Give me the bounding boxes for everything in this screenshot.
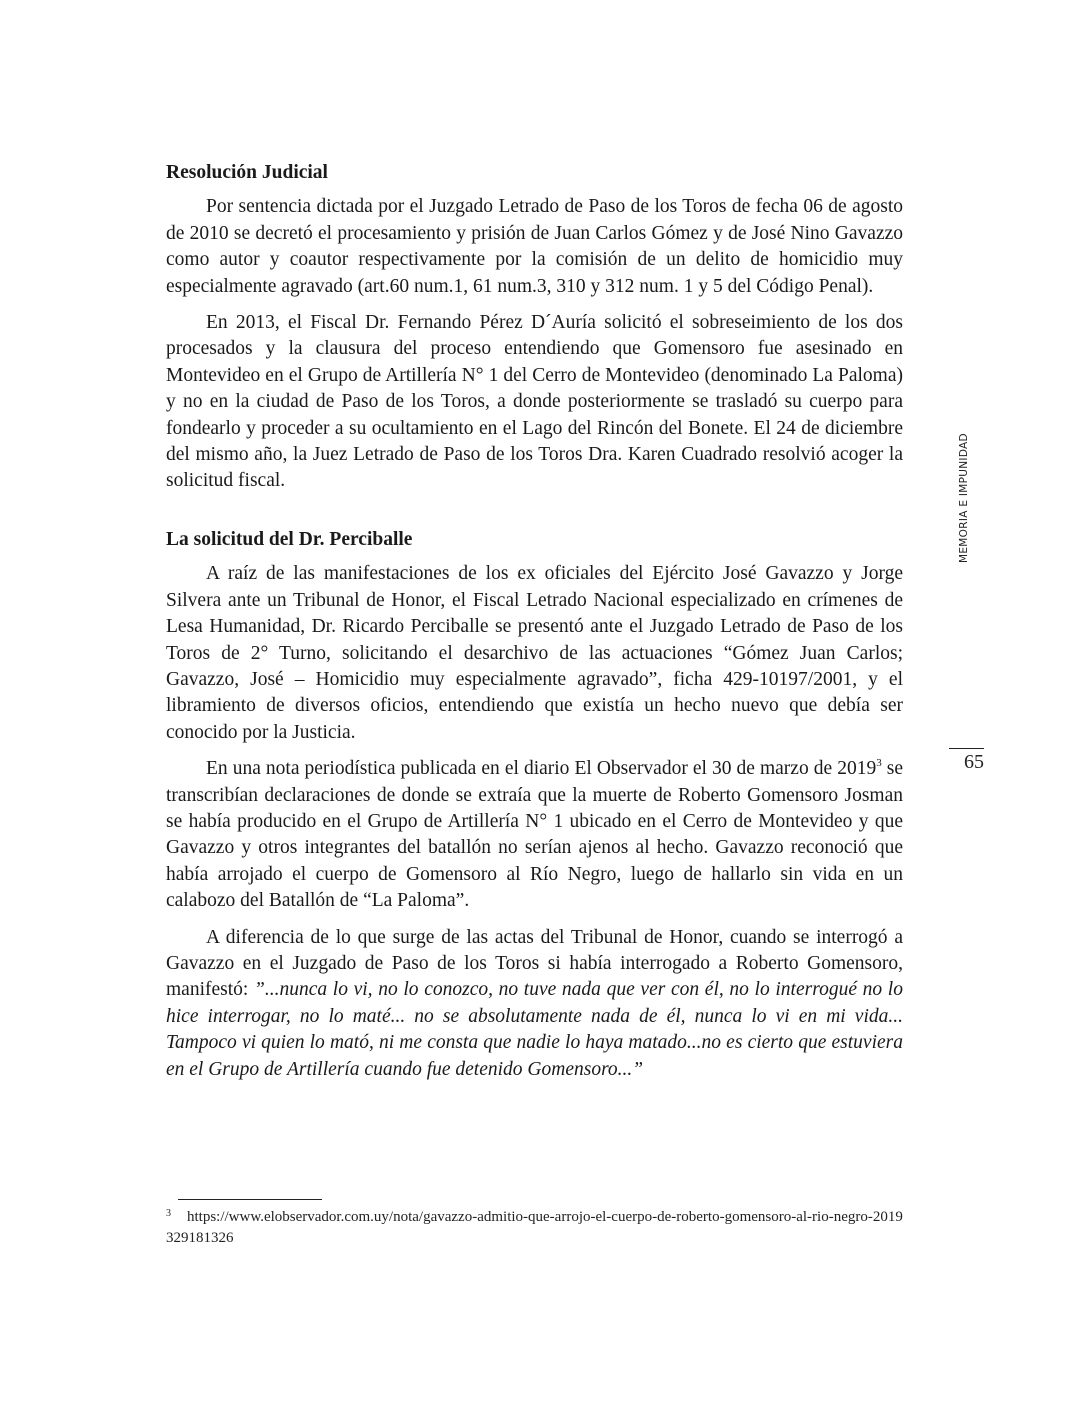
paragraph-2: En 2013, el Fiscal Dr. Fernando Pérez D´Auría solicitó el sobreseimiento de los dos procesados y la clausura del proceso entendiendo que Gomensoro fue asesinado en Montevideo en el Grupo de Artillería N° 1 del Cerro de Montevideo (denominado La Paloma) y no en la ciudad de Paso de los Toros, a donde posteriormente se trasladó su cuerpo para fondearlo y proceder a su ocultamiento en el Lago del Rincón del Bonete. El 24 de diciembre del mismo año, la Juez Letrado de Paso de los Toros Dra. Karen Cuadrado resolvió acoger la solicitud fiscal. — [166, 312, 903, 492]
section-heading-resolucion: Resolución Judicial — [166, 162, 328, 183]
page-body — [166, 160, 903, 1093]
section-heading-solicitud: La solicitud del Dr. Perciballe — [166, 528, 413, 550]
paragraph-4-text: En una nota periodística publicada en el diario El Observador el 30 de marzo de 2019 — [206, 758, 877, 780]
footnote — [166, 1207, 903, 1249]
paragraph-1: Por sentencia dictada por el Juzgado Letrado de Paso de los Toros de fecha 06 de agosto de 2010 se decretó el procesamiento y prisión de Juan Carlos Gómez y de José Nino Gavazzo como autor y coautor respectivamente por la comisión de un delito de homicidio muy especialmente agravado (art.60 num.1, 61 num.3, 310 y 312 num. 1 y 5 del Código Penal). — [166, 196, 903, 297]
footnote-reference[interactable]: 3 — [876, 757, 882, 770]
page-number: 65 — [964, 751, 984, 773]
footnote-divider — [178, 1199, 322, 1200]
footnote-link[interactable]: https://www.elobservador.com.uy/nota/gavazzo-admitio-que-arrojo-el-cuerpo-de-roberto-gomensoro-al-rio-negro-2019329181326 — [166, 1209, 903, 1246]
paragraph-4 — [166, 756, 903, 914]
testimony-quote: ”...nunca lo vi, no lo conozco, no tuve nada que ver con él, no lo interrogué no lo hice interrogar, no lo maté... no se absolutamente nada de él, nunca lo vi en mi vida... Tampoco vi quien lo mató, ni me consta que nadie lo haya matado...no es cierto que estuviera en el Grupo de Artillería cuando fue detenido Gomensoro...” — [166, 979, 903, 1080]
page-number-rule — [949, 748, 984, 749]
paragraph-5 — [166, 925, 903, 1083]
paragraph-3: A raíz de las manifestaciones de los ex oficiales del Ejército José Gavazzo y Jorge Silvera ante un Tribunal de Honor, el Fiscal Letrado Nacional especializado en crímenes de Lesa Humanidad, Dr. Ricardo Perciballe se presentó ante el Juzgado Letrado de Paso de los Toros de 2° Turno, solicitando el desarchivo de las actuaciones “Gómez Juan Carlos; Gavazzo, José – Homicidio muy especialmente agravado”, ficha 429-10197/2001, y el libramiento de diversos oficios, entendiendo que existía un hecho nuevo que debía ser conocido por la Justicia. — [166, 563, 903, 743]
paragraph-4-rest: se transcribían declaraciones de donde se extraía que la muerte de Roberto Gomensoro Josman se había producido en el Grupo de Artillería N° 1 ubicado en el Cerro de Montevideo y que Gavazzo y otros integrantes del batallón no serían ajenos al hecho. Gavazzo reconoció que había arrojado el cuerpo de Gomensoro al Río Negro, luego de hallarlo sin vida en un calabozo del Batallón de “La Paloma”. — [166, 758, 903, 912]
footnote-mark: 3 — [166, 1208, 171, 1219]
running-header-side-label: MEMORIA E IMPUNIDAD — [958, 433, 970, 563]
paragraph-5-text: A diferencia de lo que surge de las actas del Tribunal de Honor, cuando se interrogó a Gavazzo en el Juzgado de Paso de los Toros si había interrogado a Roberto Gomensoro, manifestó: — [166, 926, 903, 1001]
